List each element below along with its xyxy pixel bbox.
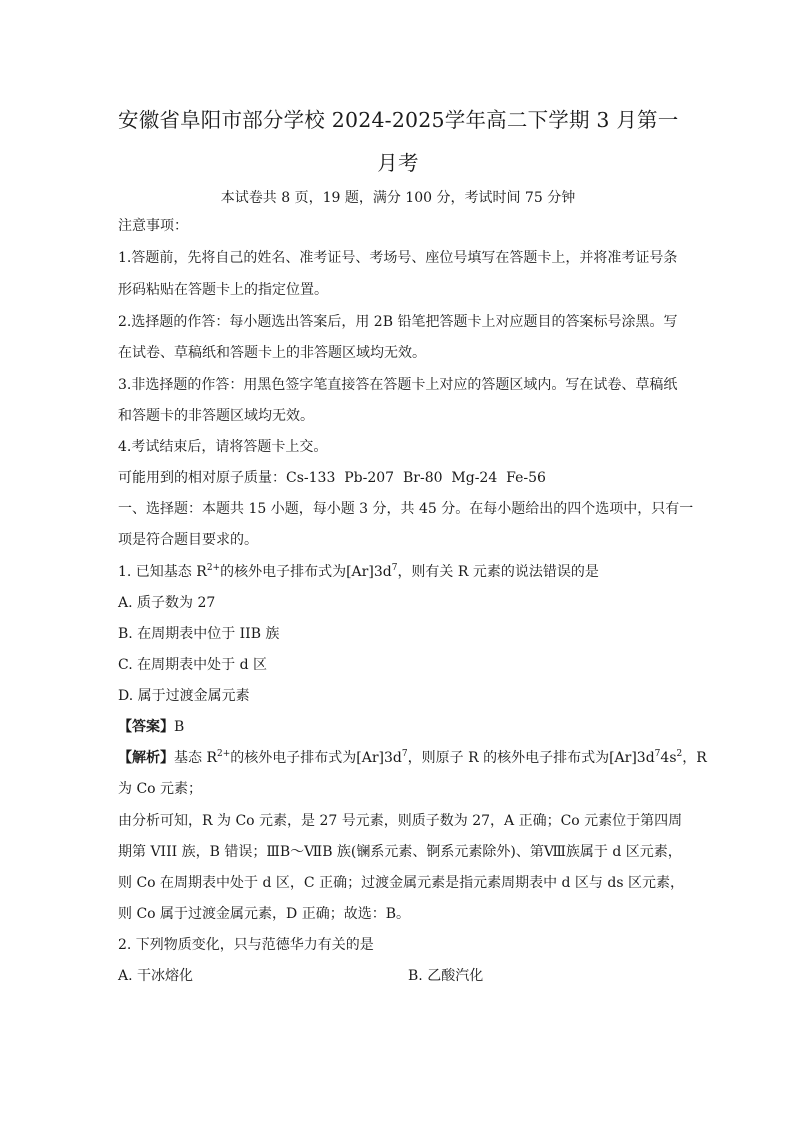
question-1-option-a: A. 质子数为 27 (118, 595, 216, 611)
note-item-3-line1: 3.非选择题的作答：用黑色签字笔直接答在答题卡上对应的答题区域内。写在试卷、草稿纸 (118, 377, 678, 393)
question-1-answer (118, 717, 184, 737)
page-title-line2: 月考 (377, 151, 419, 175)
answer-label: 【答案】 (118, 719, 174, 735)
question-1-explanation-line4: 则 Co 属于过渡金属元素，D 正确；故选：B。 (118, 906, 411, 922)
question-1-analysis-line2: 为 Co 元素； (118, 781, 203, 797)
question-1-explanation-line2: 期第 VIII 族，B 错误；ⅢB～ⅦB 族(镧系元素、锕系元素除外)、第Ⅷ族属于 d 区元素， (118, 844, 682, 860)
section1-line2: 项是符合题目要求的。 (118, 532, 258, 548)
page-title-line1: 安徽省阜阳市部分学校 2024-2025学年高二下学期 3 月第一 (118, 108, 679, 132)
exam-subtitle: 本试卷共 8 页，19 题，满分 100 分，考试时间 75 分钟 (220, 190, 576, 206)
note-item-3-line2: 和答题卡的非答题区域均无效。 (118, 408, 314, 424)
section1-line1: 一、选择题：本题共 15 小题，每小题 3 分，共 45 分。在每小题给出的四个选项中，只有一 (118, 501, 694, 517)
question-1-option-c: C. 在周期表中处于 d 区 (118, 657, 267, 673)
analysis-label: 【解析】 (118, 750, 174, 766)
question-1-analysis-line1: 【解析】基态 $R^{2+}$的核外电子排布式为$[Ar]3d^7$，则原子 R 的核外电子排布式为$[Ar]3d^74s^2$，R (118, 749, 707, 766)
question-1-stem: 1. 已知基态 $R^{2+}$的核外电子排布式为$[Ar]3d^7$，则有关 R 元素的说法错误的是 (118, 563, 599, 580)
question-1-option-d: D. 属于过渡金属元素 (118, 688, 250, 704)
question-2-stem: 2. 下列物质变化，只与范德华力有关的是 (118, 937, 374, 953)
notes-heading: 注意事项： (118, 218, 188, 234)
note-item-2-line1: 2.选择题的作答：每小题选出答案后，用 2B 铅笔把答题卡上对应题目的答案标号涂黑。写 (118, 314, 678, 330)
note-item-1-line1: 1.答题前，先将自己的姓名、准考证号、考场号、座位号填写在答题卡上，并将准考证号条 (118, 250, 678, 266)
question-1-explanation-line1: 由分析可知，R 为 Co 元素，是 27 号元素，则质子数为 27，A 正确；Co 元素位于第四周 (118, 813, 683, 829)
question-1-explanation-line3: 则 Co 在周期表中处于 d 区，C 正确；过渡金属元素是指元素周期表中 d 区与 ds 区元素， (118, 875, 684, 891)
answer-value: B (174, 719, 185, 735)
atomic-mass-line: 可能用到的相对原子质量：Cs-133 Pb-207 Br-80 Mg-24 Fe-56 (118, 470, 546, 486)
question-2-option-b: B. 乙酸汽化 (408, 968, 484, 984)
note-item-2-line2: 在试卷、草稿纸和答题卡上的非答题区域均无效。 (118, 345, 426, 361)
question-1-option-b: B. 在周期表中位于 IIB 族 (118, 626, 280, 642)
note-item-1-line2: 形码粘贴在答题卡上的指定位置。 (118, 282, 328, 298)
note-item-4: 4.考试结束后，请将答题卡上交。 (118, 439, 328, 455)
question-2-option-a: A. 干冰熔化 (118, 968, 194, 984)
